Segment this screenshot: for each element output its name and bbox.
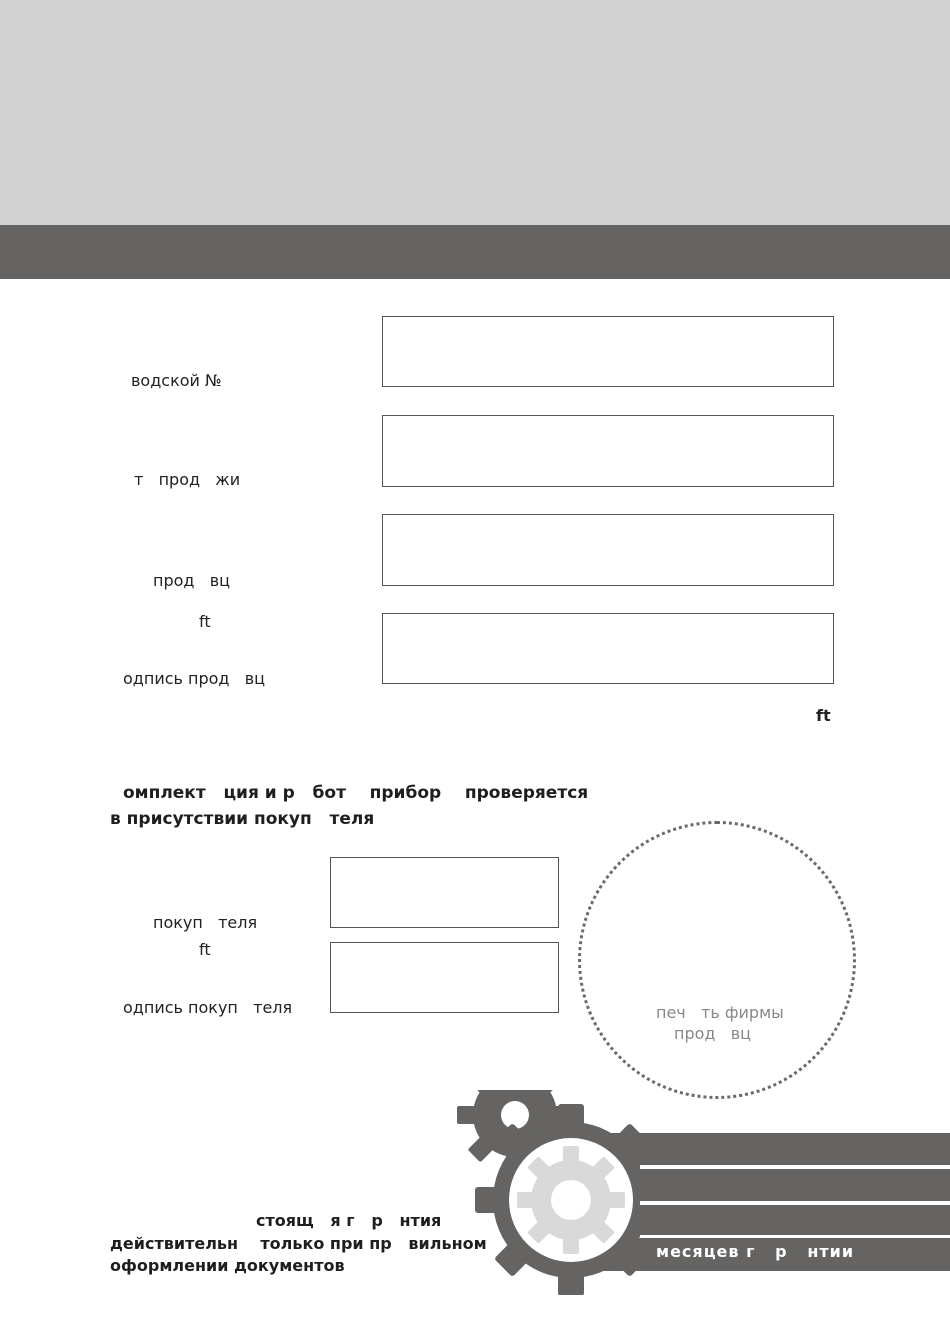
stripe: [600, 1169, 950, 1201]
header-dark-band: [0, 225, 950, 279]
stamp-label-line2: прод вц: [674, 1024, 752, 1043]
header-band: [0, 0, 950, 225]
stripe: [600, 1133, 950, 1165]
sale-date-label: т прод жи: [134, 470, 241, 489]
buyer-label: покуп теля: [153, 913, 258, 932]
warranty-months-label: месяцев г р нтии: [656, 1242, 855, 1261]
footer-line3: оформлении документов: [110, 1256, 345, 1275]
serial-number-label: водской №: [131, 371, 222, 390]
company-stamp-area: [578, 821, 856, 1099]
footer-line1: стоящ я г р нтия: [256, 1211, 442, 1230]
check-notice-line1: омплект ция и р бот прибор проверяется: [123, 783, 589, 803]
buyer-signature-label: одпись покуп теля: [123, 998, 293, 1017]
mark-glyph: ft: [199, 940, 211, 959]
buyer-field[interactable]: [330, 857, 559, 928]
footer-line2: действительн только при пр вильном: [110, 1234, 487, 1253]
mark-glyph: ft: [199, 612, 211, 631]
seller-signature-label: одпись прод вц: [123, 669, 266, 688]
seller-label: прод вц: [153, 571, 231, 590]
stamp-label-line1: печ ть фирмы: [656, 1003, 784, 1022]
seller-signature-field[interactable]: [382, 613, 834, 684]
seller-field[interactable]: [382, 514, 834, 586]
gears-icon: [440, 1080, 640, 1295]
stripe: [600, 1205, 950, 1235]
check-notice-line2: в присутствии покуп теля: [110, 809, 375, 829]
mark-glyph: ft: [816, 706, 831, 725]
sale-date-field[interactable]: [382, 415, 834, 487]
serial-number-field[interactable]: [382, 316, 834, 387]
buyer-signature-field[interactable]: [330, 942, 559, 1013]
